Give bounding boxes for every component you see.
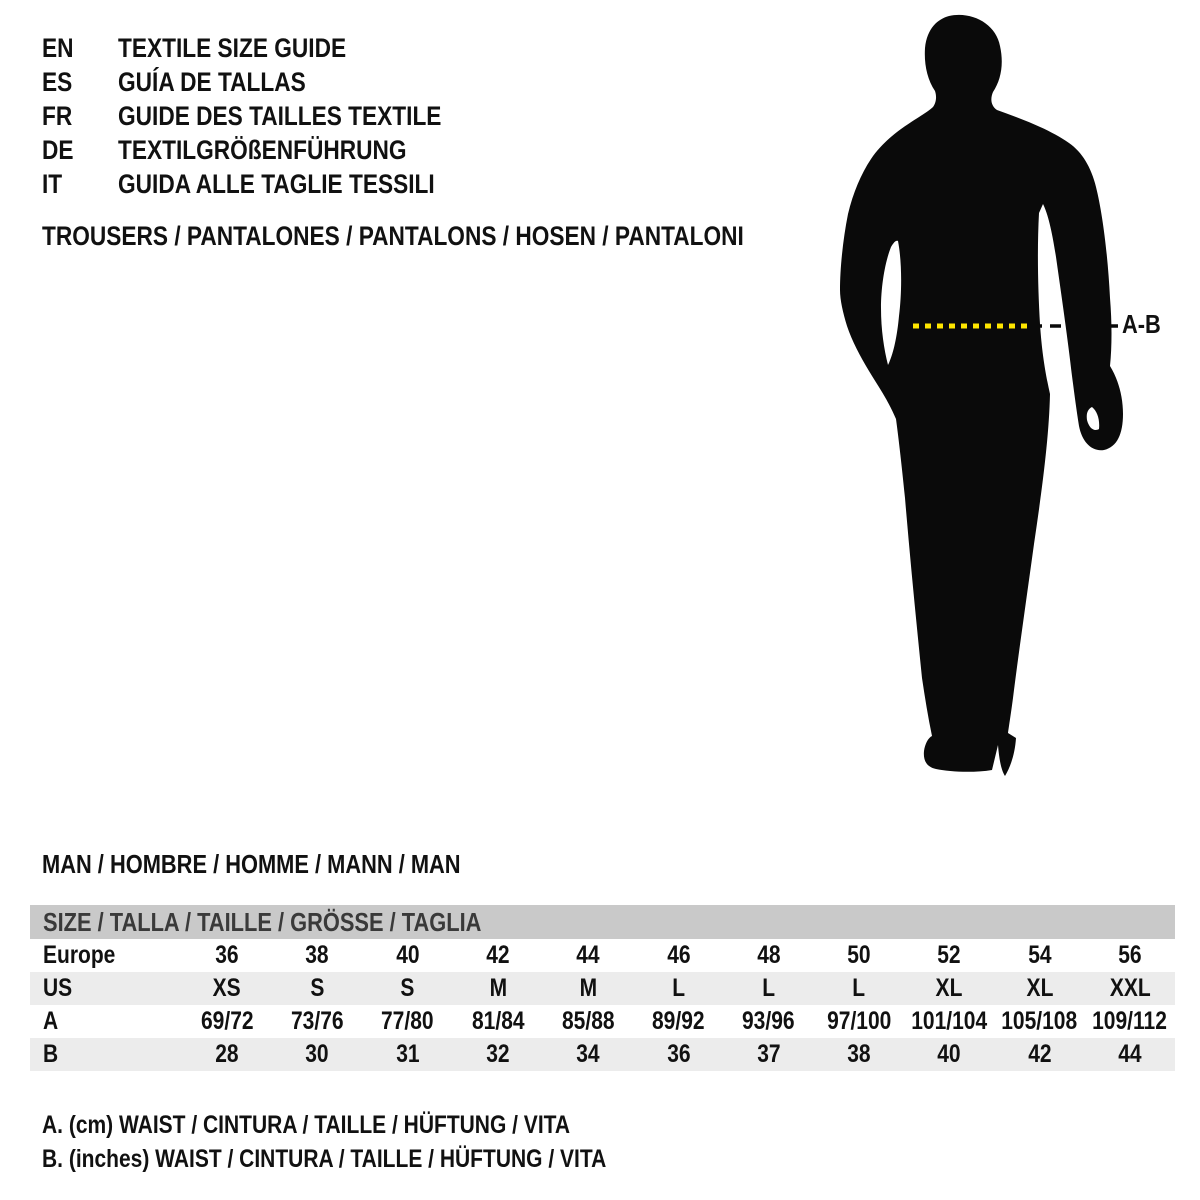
table-row-a-cm	[30, 1005, 1175, 1038]
row-label: Europe	[43, 941, 116, 969]
row-label: A	[43, 1007, 59, 1035]
language-code: FR	[42, 100, 73, 131]
cell-value: 40	[395, 941, 420, 969]
cell-value: 73/76	[291, 1007, 344, 1035]
cell-value: L	[852, 974, 866, 1002]
cell-value: 52	[937, 941, 961, 969]
cell-value: 54	[1027, 941, 1052, 969]
section-title-man: MAN / HOMBRE / HOMME / MANN / MAN	[42, 849, 461, 879]
cell-value: 42	[486, 941, 510, 969]
cell-value: 32	[486, 1040, 510, 1068]
row-label: US	[43, 974, 73, 1002]
language-code: EN	[42, 32, 74, 63]
cell-value: 101/104	[911, 1007, 988, 1035]
cell-value: 85/88	[561, 1007, 615, 1035]
cell-value: M	[579, 974, 597, 1002]
cell-value: 40	[937, 1040, 961, 1068]
cell-value: 77/80	[381, 1007, 434, 1035]
cell-value: 34	[576, 1040, 600, 1068]
cell-value: 42	[1027, 1040, 1052, 1068]
language-code: IT	[42, 168, 63, 199]
table-row-b-inches	[30, 1038, 1175, 1071]
cell-value: 89/92	[652, 1007, 705, 1035]
language-code: DE	[42, 134, 74, 165]
cell-value: 36	[666, 1040, 691, 1068]
man-silhouette	[840, 15, 1123, 776]
language-title: GUIDE DES TAILLES TEXTILE	[118, 100, 442, 131]
cell-value: 93/96	[742, 1007, 795, 1035]
language-title: GUÍA DE TALLAS	[118, 66, 306, 97]
cell-value: 31	[395, 1040, 420, 1068]
cell-value: 38	[847, 1040, 871, 1068]
cell-value: XL	[935, 974, 963, 1002]
waist-measure-label: A-B	[1122, 309, 1161, 339]
cell-value: 46	[666, 941, 691, 969]
table-row-europe	[30, 939, 1175, 972]
size-table-header: SIZE / TALLA / TAILLE / GRÖSSE / TAGLIA	[30, 905, 1175, 939]
cell-value: L	[762, 974, 776, 1002]
table-row-us	[30, 972, 1175, 1005]
cell-value: 109/112	[1092, 1007, 1168, 1035]
footnote-a-cm: A. (cm) WAIST / CINTURA / TAILLE / HÜFTUNG / VITA	[42, 1111, 571, 1139]
cell-value: 36	[215, 941, 239, 969]
row-label: B	[43, 1040, 59, 1068]
footnote-b-inches: B. (inches) WAIST / CINTURA / TAILLE / HÜFTUNG / VITA	[42, 1145, 607, 1173]
language-title: GUIDA ALLE TAGLIE TESSILI	[118, 168, 435, 199]
language-title: TEXTILE SIZE GUIDE	[118, 32, 347, 63]
cell-value: 38	[305, 941, 330, 969]
size-table	[30, 905, 1175, 1071]
cell-value: 30	[305, 1040, 330, 1068]
cell-value: 69/72	[200, 1007, 254, 1035]
cell-value: XS	[213, 974, 242, 1002]
cell-value: 50	[847, 941, 871, 969]
cell-value: 105/108	[1001, 1007, 1078, 1035]
cell-value: 28	[215, 1040, 239, 1068]
cell-value: 48	[757, 941, 781, 969]
cell-value: S	[400, 974, 415, 1002]
cell-value: L	[672, 974, 685, 1002]
category-title: TROUSERS / PANTALONES / PANTALONS / HOSEN / PANTALONI	[42, 221, 744, 251]
cell-value: XXL	[1109, 974, 1151, 1002]
cell-value: M	[489, 974, 507, 1002]
language-code: ES	[42, 66, 73, 97]
cell-value: 37	[757, 1040, 781, 1068]
cell-value: 44	[1118, 1040, 1142, 1068]
cell-value: 81/84	[471, 1007, 525, 1035]
cell-value: 44	[576, 941, 600, 969]
cell-value: 56	[1118, 941, 1142, 969]
language-title: TEXTILGRÖßENFÜHRUNG	[118, 134, 407, 165]
cell-value: 97/100	[826, 1007, 891, 1035]
cell-value: S	[310, 974, 325, 1002]
cell-value: XL	[1026, 974, 1054, 1002]
